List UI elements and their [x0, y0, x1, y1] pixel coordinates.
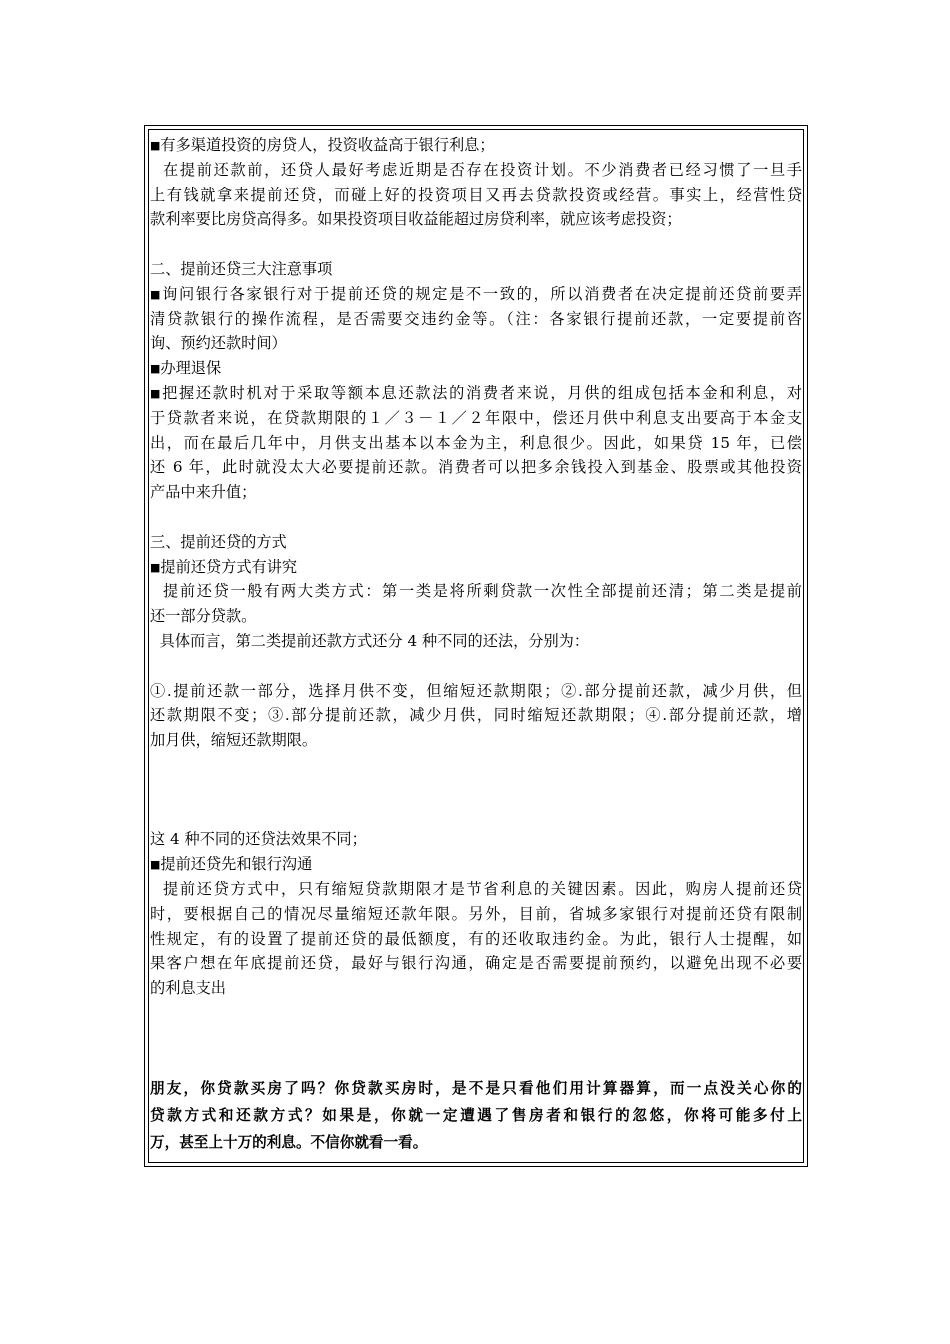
text-span: 于贷款者来说，在贷款期限的１／３－１／２年限中，偿还月供中利息支出要高于本金支: [150, 408, 802, 427]
text-line: [150, 207, 802, 232]
paragraph: [150, 356, 802, 381]
text-line: [150, 480, 802, 505]
text-span: 二、提前还贷三大注意事项: [150, 259, 333, 278]
paragraph: [150, 827, 802, 852]
text-line: [150, 158, 802, 183]
text-span: ①.提前还款一部分，选择月供不变，但缩短还款期限；②.部分提前还款，减少月供，但: [150, 681, 802, 700]
paragraph: [150, 530, 802, 555]
text-line: [150, 604, 802, 629]
text-span: 性规定，有的设置了提前还贷的最低额度，有的还收取违约金。为此，银行人士提醒，如: [150, 929, 802, 948]
text-span: 还 6 年，此时就没太大必要提前还款。消费者可以把多余钱投入到基金、股票或其他投资: [150, 458, 802, 477]
blank-line: [150, 505, 802, 530]
table-cell-content: [148, 129, 804, 1163]
text-line: [150, 331, 802, 356]
blank-line: [150, 753, 802, 778]
blank-line: [150, 1050, 802, 1075]
blank-line: [150, 1026, 802, 1051]
paragraph: [150, 257, 802, 282]
text-span: 询问银行各家银行对于提前还贷的规定是不一致的，所以消费者在决定提前还贷前要弄: [162, 284, 802, 303]
text-span: 款利率要比房贷高得多。如果投资项目收益能超过房贷利率，就应该考虑投资；: [150, 210, 682, 229]
body-text: [150, 133, 802, 1075]
text-span: 三、提前还贷的方式: [150, 532, 287, 551]
paragraph: [150, 133, 802, 158]
paragraph: [150, 158, 802, 232]
text-span: 询、预约还款时间）: [150, 334, 287, 353]
text-span: 有多渠道投资的房贷人，投资收益高于银行利息；: [160, 136, 495, 154]
paragraph: [150, 579, 802, 629]
text-span: 在提前还款前，还贷人最好考虑近期是否存在投资计划。不少消费者已经习惯了一旦手: [150, 160, 802, 179]
text-span: 办理退保: [160, 359, 222, 378]
text-line: [150, 406, 802, 431]
text-span: 产品中来升值；: [150, 483, 257, 502]
bullet-square-icon: ■: [150, 386, 163, 400]
bold-text-line: 贷款方式和还款方式？如果是，你就一定遭遇了售房者和银行的忽悠，你将可能多付上: [150, 1107, 802, 1125]
bold-text-line: 万，甚至上十万的利息。不信你就看一看。: [150, 1134, 428, 1152]
paragraph: [150, 852, 802, 877]
text-span: 提前还贷方式中，只有缩短贷款期限才是节省利息的关键因素。因此，购房人提前还贷: [150, 879, 802, 898]
bullet-square-icon: ■: [150, 858, 161, 872]
text-line: [150, 728, 802, 753]
text-line: [150, 555, 802, 580]
text-line: [150, 356, 802, 381]
text-span: 加月供，缩短还款期限。: [150, 731, 318, 750]
text-span: 提前还贷方式有讲究: [160, 557, 298, 576]
text-span: 这 4 种不同的还贷法效果不同；: [150, 830, 367, 849]
blank-line: [150, 654, 802, 679]
text-line: [150, 455, 802, 480]
blank-line: [150, 803, 802, 828]
text-line: [150, 282, 802, 307]
text-line: [150, 679, 802, 704]
bold-text-line: 朋友，你贷款买房了吗？你贷款买房时，是不是只看他们用计算器算，而一点没关心你的: [150, 1080, 802, 1098]
text-line: [150, 579, 802, 604]
paragraph: [150, 877, 802, 1001]
text-line: [150, 307, 802, 332]
text-line: [150, 530, 802, 555]
text-span: 提前还贷先和银行沟通: [160, 855, 313, 874]
text-line: [150, 703, 802, 728]
text-span: 上有钱就拿来提前还贷，而碰上好的投资项目又再去贷款投资或经营。事实上，经营性贷: [150, 185, 802, 204]
paragraph: [150, 629, 802, 654]
text-line: [150, 827, 802, 852]
text-span: 把握还款时机对于采取等额本息还款法的消费者来说，月供的组成包括本金和利息，对: [162, 383, 802, 402]
text-span: 具体而言，第二类提前还款方式还分 4 种不同的还法，分别为：: [150, 631, 590, 650]
bullet-square-icon: ■: [150, 362, 161, 376]
text-line: [150, 902, 802, 927]
text-line: [150, 133, 802, 158]
bullet-square-icon: ■: [150, 560, 161, 574]
paragraph: [150, 282, 802, 356]
text-line: [150, 257, 802, 282]
paragraph: [150, 555, 802, 580]
text-line: [150, 877, 802, 902]
text-line: [150, 629, 802, 654]
blank-line: [150, 778, 802, 803]
blank-line: [150, 232, 802, 257]
table-border-outer: [144, 125, 808, 1167]
paragraph: [150, 679, 802, 753]
blank-line: [150, 1001, 802, 1026]
bullet-square-icon: ■: [150, 139, 161, 152]
text-span: 清贷款银行的操作流程，是否需要交违约金等。（注：各家银行提前还款，一定要提前咨: [150, 309, 802, 328]
text-line: [150, 431, 802, 456]
text-line: [150, 976, 802, 1001]
paragraph: [150, 381, 802, 505]
bold-summary: [150, 1075, 802, 1156]
text-span: 还一部分贷款。: [150, 607, 257, 626]
text-span: 果客户想在年底提前还贷，最好与银行沟通，确定是否需要提前预约，以避免出现不必要: [150, 954, 802, 973]
text-span: 时，要根据自己的情况尽量缩短还款年限。另外，目前，省城多家银行对提前还贷有限制: [150, 904, 802, 923]
text-span: 提前还贷一般有两大类方式：第一类是将所剩贷款一次性全部提前还清；第二类是提前: [150, 582, 802, 601]
text-line: [150, 852, 802, 877]
text-span: 出，而在最后几年中，月供支出基本以本金为主，利息很少。因此，如果贷 15 年，已偿: [150, 433, 802, 452]
text-line: [150, 927, 802, 952]
text-span: 还款期限不变；③.部分提前还款，减少月供，同时缩短还款期限；④.部分提前还款，增: [150, 706, 802, 725]
text-span: 的利息支出: [150, 979, 226, 998]
text-line: [150, 183, 802, 208]
text-line: [150, 381, 802, 406]
text-line: [150, 951, 802, 976]
bullet-square-icon: ■: [150, 287, 163, 301]
